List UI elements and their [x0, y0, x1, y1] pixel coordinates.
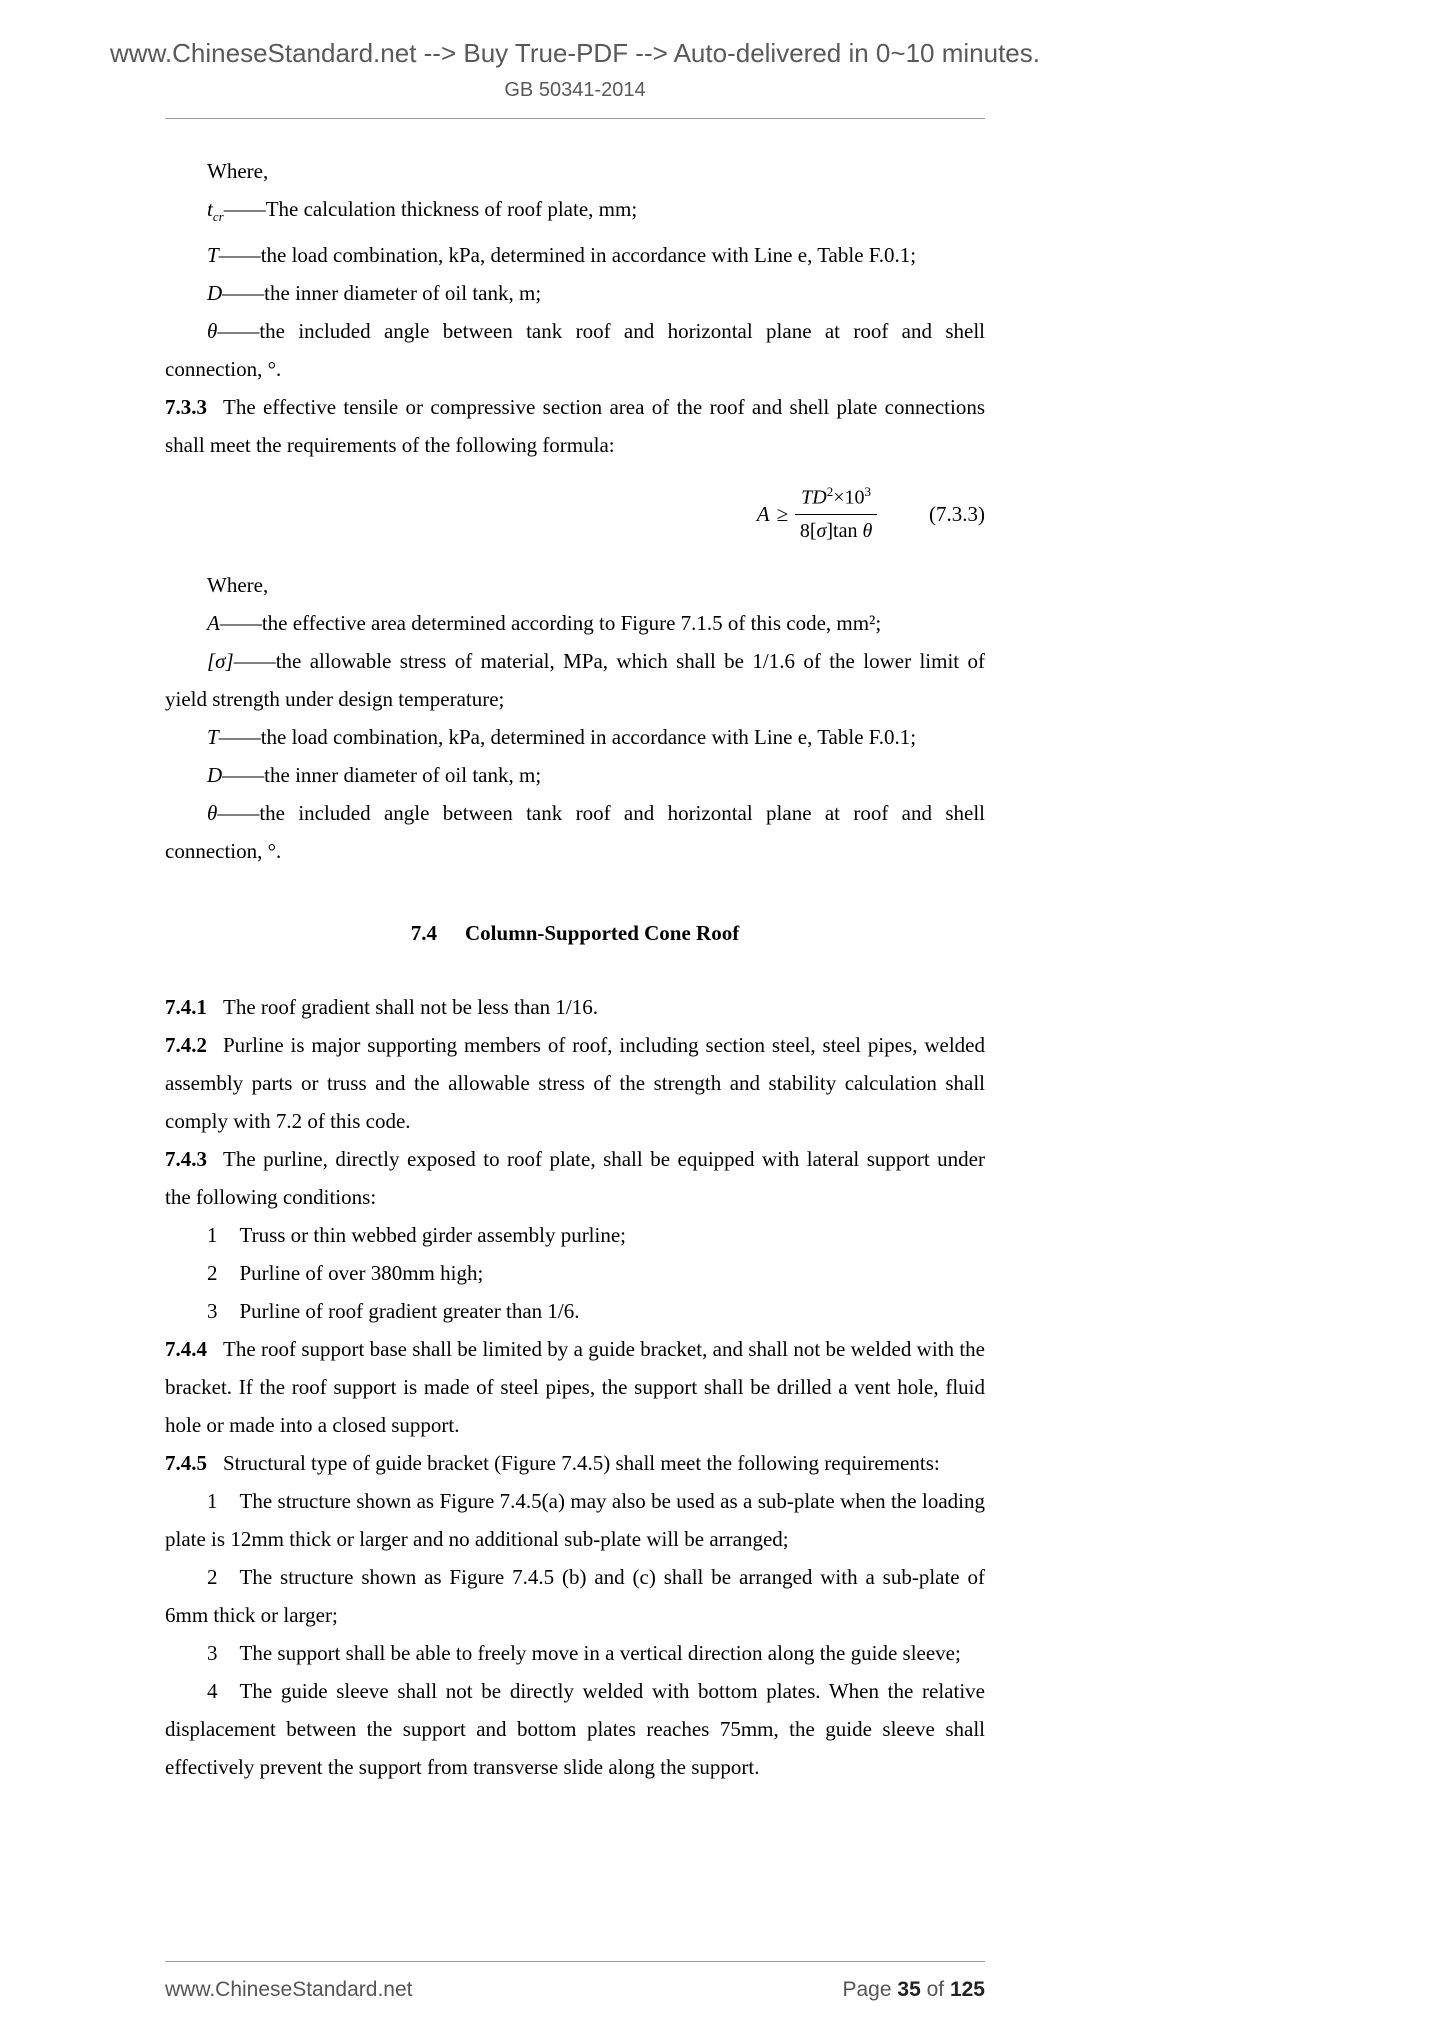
list-item — [165, 1292, 985, 1330]
var-t-base: t — [207, 197, 213, 221]
var-T: T — [207, 724, 219, 749]
section-number: 7.4.2 — [165, 1032, 207, 1057]
item-number: 3 — [207, 1298, 218, 1323]
footer-rule — [165, 1961, 985, 1962]
coefficient: 8[ — [799, 519, 817, 542]
formula-block — [165, 484, 985, 544]
item-number: 2 — [207, 1564, 218, 1589]
formula-fraction — [795, 484, 877, 544]
footer-site-link: www.ChineseStandard.net — [165, 1978, 413, 2001]
section-heading-7-4 — [165, 914, 985, 952]
list-item — [165, 1482, 985, 1558]
where-label-1: Where, — [207, 159, 269, 183]
var-T: T — [207, 243, 219, 268]
definition-text: ——the load combination, kPa, determined in accordance with Line e, Table F.0.1; — [218, 243, 917, 268]
section-number: 7.4.1 — [165, 994, 207, 1019]
definition-sigma — [165, 642, 985, 718]
item-text: Truss or thin webbed girder assembly purline; — [239, 1222, 627, 1247]
var-D: D — [207, 762, 223, 787]
definition-text: ——the included angle between tank roof and horizontal plane at roof and shell connection, °. — [165, 800, 985, 863]
page-footer — [165, 1961, 985, 2002]
page-indicator — [843, 1978, 986, 2002]
section-7-4-3 — [165, 1140, 985, 1216]
definition-text: ——the included angle between tank roof and horizontal plane at roof and shell connection, °. — [165, 319, 985, 382]
item-number: 1 — [207, 1222, 218, 1247]
definition-text: ——the load combination, kPa, determined in accordance with Line e, Table F.0.1; — [218, 724, 917, 749]
item-text: Purline of roof gradient greater than 1/6. — [239, 1298, 580, 1323]
equation-number: (7.3.3) — [929, 502, 985, 527]
list-item — [165, 1254, 985, 1292]
section-text: The effective tensile or compressive section area of the roof and shell plate connections shall meet the requirements of the following formula: — [165, 395, 985, 458]
section-number: 7.4.3 — [165, 1146, 207, 1171]
tan-operator: ]tan — [826, 519, 858, 542]
definition-D-1 — [165, 274, 985, 312]
formula-lhs: A — [756, 502, 770, 527]
var-A: A — [207, 610, 220, 635]
exponent-2: 2 — [826, 484, 834, 500]
definition-text: ——the inner diameter of oil tank, m; — [222, 281, 542, 306]
item-number: 4 — [207, 1678, 218, 1703]
var-t — [207, 197, 224, 225]
page-label: Page — [842, 1978, 892, 2001]
var-theta: θ — [207, 319, 218, 344]
section-7-4-4 — [165, 1330, 985, 1444]
var-sigma-bracketed: [σ] — [207, 648, 234, 673]
list-item — [165, 1672, 985, 1786]
list-item — [165, 1634, 985, 1672]
definition-text: ——the allowable stress of material, MPa, which shall be 1/1.6 of the lower limit of yield strength under design temperature; — [165, 648, 985, 711]
header-banner-text: www.ChineseStandard.net --> Buy True-PDF --> Auto-delivered in 0~10 minutes. — [110, 38, 1040, 68]
definition-tcr — [165, 190, 985, 236]
definition-T-2 — [165, 718, 985, 756]
section-7-4-5 — [165, 1444, 985, 1482]
var-t-subscript: cr — [212, 209, 224, 225]
var-theta: θ — [862, 519, 873, 542]
of-label: of — [926, 1978, 945, 2001]
definition-text: ——the inner diameter of oil tank, m; — [222, 762, 542, 787]
item-number: 2 — [207, 1260, 218, 1285]
formula-7-3-3 — [757, 484, 877, 544]
heading-title: Column-Supported Cone Roof — [465, 920, 740, 945]
where-label-2: Where, — [207, 572, 269, 597]
definition-text: ——The calculation thickness of roof plate, mm; — [223, 197, 638, 221]
section-text: The roof support base shall be limited by a guide bracket, and shall not be welded with the bracket. If the roof support is made of steel pipes, the support shall be drilled a vent hole, fluid hole or made into a closed support. — [165, 1336, 985, 1437]
page-total: 125 — [949, 1978, 985, 2001]
var-D: D — [207, 281, 223, 306]
section-text: The roof gradient shall not be less than 1/16. — [223, 994, 598, 1019]
definition-D-2 — [165, 756, 985, 794]
section-number: 7.4.4 — [165, 1336, 207, 1361]
section-text: Structural type of guide bracket (Figure 7.4.5) shall meet the following requirements: — [223, 1450, 940, 1475]
definition-text: ——the effective area determined according to Figure 7.1.5 of this code, mm²; — [219, 610, 882, 635]
section-number: 7.3.3 — [165, 395, 207, 420]
definition-theta-2 — [165, 794, 985, 870]
page-number: 35 — [897, 1978, 921, 2001]
var-theta: θ — [207, 800, 218, 825]
section-7-4-1 — [165, 988, 985, 1026]
header-rule — [165, 118, 985, 119]
definition-theta-1 — [165, 312, 985, 388]
section-number: 7.4.5 — [165, 1450, 207, 1475]
item-number: 3 — [207, 1640, 218, 1665]
var-sigma: σ — [816, 519, 827, 542]
item-text: The guide sleeve shall not be directly welded with bottom plates. When the relative displacement between the support and bottom plates reaches 75mm, the guide sleeve shall effectively prevent the support from transverse slide along the support. — [165, 1678, 985, 1779]
exponent-3: 3 — [864, 484, 871, 500]
times-ten: ×10 — [833, 486, 865, 509]
formula-denominator — [800, 515, 872, 544]
item-text: The structure shown as Figure 7.4.5(a) may also be used as a sub-plate when the loading plate is 12mm thick or larger and no additional sub-plate will be arranged; — [165, 1488, 985, 1551]
item-text: Purline of over 380mm high; — [239, 1260, 484, 1285]
var-TD: TD — [801, 486, 827, 509]
definition-A — [165, 604, 985, 642]
item-number: 1 — [207, 1488, 218, 1513]
item-text: The structure shown as Figure 7.4.5 (b) and (c) shall be arranged with a sub-plate of 6mm thick or larger; — [165, 1564, 985, 1627]
section-text: The purline, directly exposed to roof plate, shall be equipped with lateral support under the following conditions: — [165, 1146, 985, 1209]
heading-number: 7.4 — [410, 920, 438, 945]
section-text: Purline is major supporting members of roof, including section steel, steel pipes, welded assembly parts or truss and the allowable stress of the strength and stability calculation shall comply with 7.2 of this code. — [165, 1032, 985, 1133]
list-item — [165, 1216, 985, 1254]
footer-row — [165, 1978, 985, 2002]
document-body — [165, 152, 985, 1786]
definition-T-1 — [165, 236, 985, 274]
geq-symbol: ≥ — [776, 502, 789, 527]
page-header — [110, 38, 1040, 119]
header-banner-row — [110, 38, 1040, 69]
document-code: GB 50341-2014 — [504, 79, 646, 101]
item-text: The support shall be able to freely move in a vertical direction along the guide sleeve; — [239, 1640, 961, 1665]
formula-numerator — [795, 484, 877, 515]
list-item — [165, 1558, 985, 1634]
section-7-3-3 — [165, 388, 985, 464]
section-7-4-2 — [165, 1026, 985, 1140]
